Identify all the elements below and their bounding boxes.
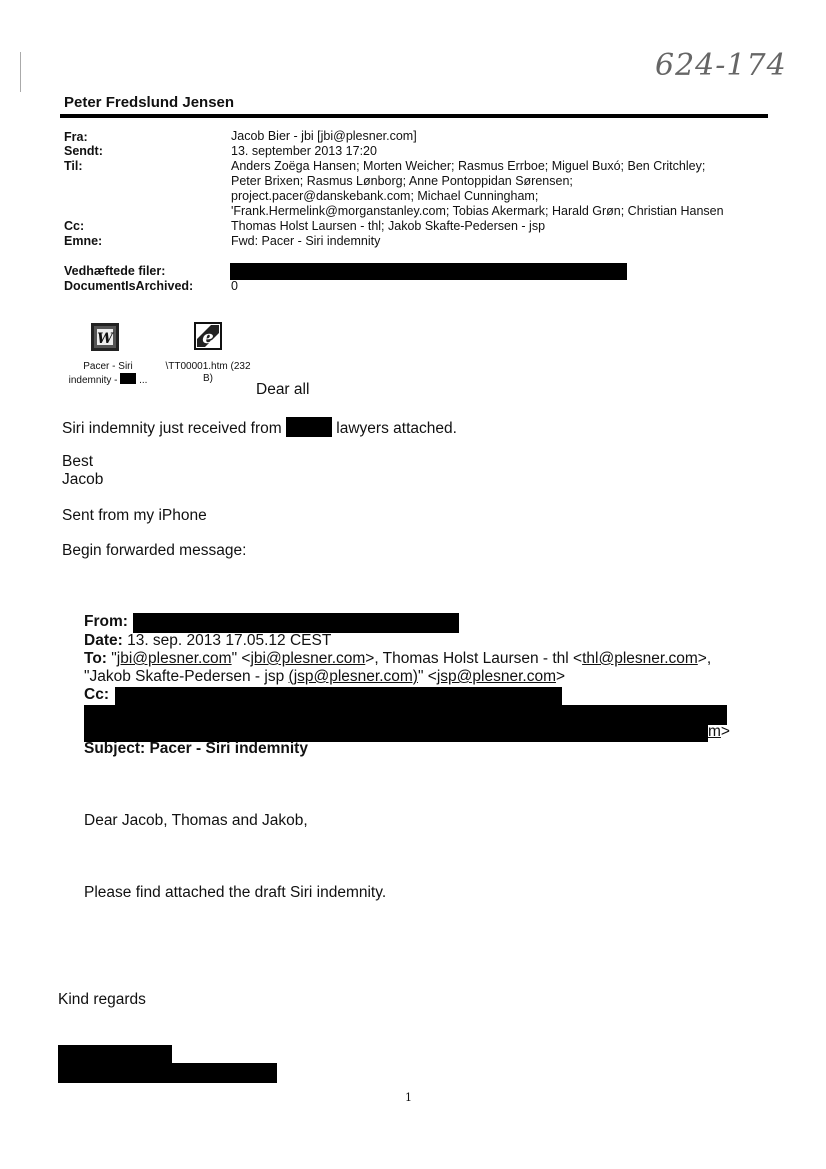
- email-link[interactable]: jsp@plesner.com: [436, 668, 556, 685]
- fwd-date-value: 13. sep. 2013 17.05.12 CEST: [127, 632, 332, 649]
- body-line-1: [62, 417, 457, 438]
- to-line-4: 'Frank.Hermelink@morganstanley.com; Tobias Akermark; Harald Grøn; Christian Hansen: [231, 204, 724, 218]
- body-line-1-end: lawyers attached.: [336, 420, 457, 437]
- page-number: 1: [405, 1091, 412, 1104]
- attachment-word-caption-text: indemnity -: [68, 375, 118, 386]
- attachment-word[interactable]: [91, 323, 119, 356]
- attachment-word-caption-line1: Pacer - Siri: [83, 361, 133, 372]
- from-value: Jacob Bier - jbi [jbi@plesner.com]: [231, 129, 417, 143]
- email-link[interactable]: (jsp@plesner.com): [288, 668, 418, 685]
- greeting-dear-all: Dear all: [256, 381, 310, 398]
- fwd-to-line-2: [84, 668, 565, 686]
- fwd-to-text: " <: [417, 668, 437, 685]
- handwritten-page-annotation: 624-174: [655, 48, 787, 83]
- redaction-bar: [286, 417, 332, 437]
- fwd-to-text: >,: [697, 650, 712, 667]
- cc-value: Thomas Holst Laursen - thl; Jakob Skafte-Pedersen - jsp: [231, 219, 546, 233]
- to-line-1: Anders Zoëga Hansen; Morten Weicher; Rasmus Errboe; Miguel Buxó; Ben Critchley;: [231, 159, 706, 173]
- fwd-cc-label: Cc:: [84, 686, 109, 703]
- email-link[interactable]: m: [708, 723, 721, 740]
- fwd-to-text: ": [111, 650, 117, 667]
- redaction-bar: [58, 1063, 277, 1083]
- svg-text:e: e: [202, 327, 214, 348]
- attachment-word-caption-suffix: ...: [139, 375, 148, 386]
- attachment-htm[interactable]: [193, 321, 223, 356]
- signoff-best: Best: [62, 453, 94, 470]
- to-line-3: project.pacer@danskebank.com; Michael Cunningham;: [231, 189, 539, 203]
- fwd-closing: Kind regards: [58, 991, 146, 1008]
- signoff-name: Jacob: [62, 471, 104, 488]
- fwd-to-text: >, Thomas Holst Laursen - thl <: [365, 650, 583, 667]
- email-link[interactable]: jbi@plesner.com: [116, 650, 232, 667]
- email-link[interactable]: jbi@plesner.com: [250, 650, 366, 667]
- redaction-bar: [84, 705, 727, 725]
- archived-value: 0: [231, 279, 238, 293]
- body-line-1-start: Siri indemnity just received from: [62, 420, 282, 437]
- fwd-body-text: Please find attached the draft Siri indemnity.: [84, 884, 387, 901]
- fwd-to-label: To:: [84, 650, 107, 667]
- from-label: Fra:: [64, 130, 88, 144]
- fwd-cc-tail-end: >: [720, 723, 730, 740]
- sent-label: Sendt:: [64, 144, 103, 158]
- cc-label: Cc:: [64, 219, 85, 233]
- attachment-word-caption: [64, 361, 152, 387]
- scan-edge-mark: [20, 52, 21, 92]
- fwd-subject-label: Subject:: [84, 740, 146, 757]
- redaction-bar: [115, 687, 562, 706]
- svg-text:W: W: [97, 331, 113, 347]
- attachment-htm-caption-line1: \TT00001.htm (232: [165, 361, 251, 372]
- begin-forwarded: Begin forwarded message:: [62, 542, 247, 559]
- email-link[interactable]: thl@plesner.com: [582, 650, 698, 667]
- fwd-date-label: Date:: [84, 632, 123, 649]
- fwd-greeting: Dear Jacob, Thomas and Jakob,: [84, 812, 308, 829]
- attachments-label: Vedhæftede filer:: [64, 264, 166, 278]
- subject-value: Fwd: Pacer - Siri indemnity: [231, 234, 381, 248]
- fwd-to-line-1: [84, 650, 711, 668]
- attachment-htm-caption: [158, 361, 258, 385]
- redaction-bar: [120, 373, 136, 384]
- to-label: Til:: [64, 159, 83, 173]
- subject-label: Emne:: [64, 234, 103, 248]
- header-rule: [60, 114, 768, 118]
- fwd-from-label: From:: [84, 613, 128, 630]
- fwd-to-text: "Jakob Skafte-Pedersen - jsp: [84, 668, 289, 685]
- redaction-bar: [133, 613, 459, 633]
- attachment-htm-caption-line2: B): [203, 373, 213, 384]
- archived-label: DocumentIsArchived:: [64, 279, 194, 293]
- mailbox-owner-name: Peter Fredslund Jensen: [64, 94, 235, 111]
- fwd-date-line: [84, 632, 331, 650]
- fwd-subject-line: [84, 740, 308, 758]
- fwd-subject-value: Pacer - Siri indemnity: [149, 740, 308, 757]
- fwd-cc-tail: [708, 723, 730, 741]
- redaction-bar: [230, 263, 627, 280]
- sent-from-iphone: Sent from my iPhone: [62, 507, 207, 524]
- word-doc-icon: [91, 323, 119, 351]
- to-line-2: Peter Brixen; Rasmus Lønborg; Anne Pontoppidan Sørensen;: [231, 174, 573, 188]
- attachment-word-caption-line2: [64, 373, 152, 387]
- fwd-to-text: >: [555, 668, 566, 685]
- sent-value: 13. september 2013 17:20: [231, 144, 377, 158]
- ie-htm-icon: [193, 321, 223, 351]
- fwd-to-text: " <: [231, 650, 251, 667]
